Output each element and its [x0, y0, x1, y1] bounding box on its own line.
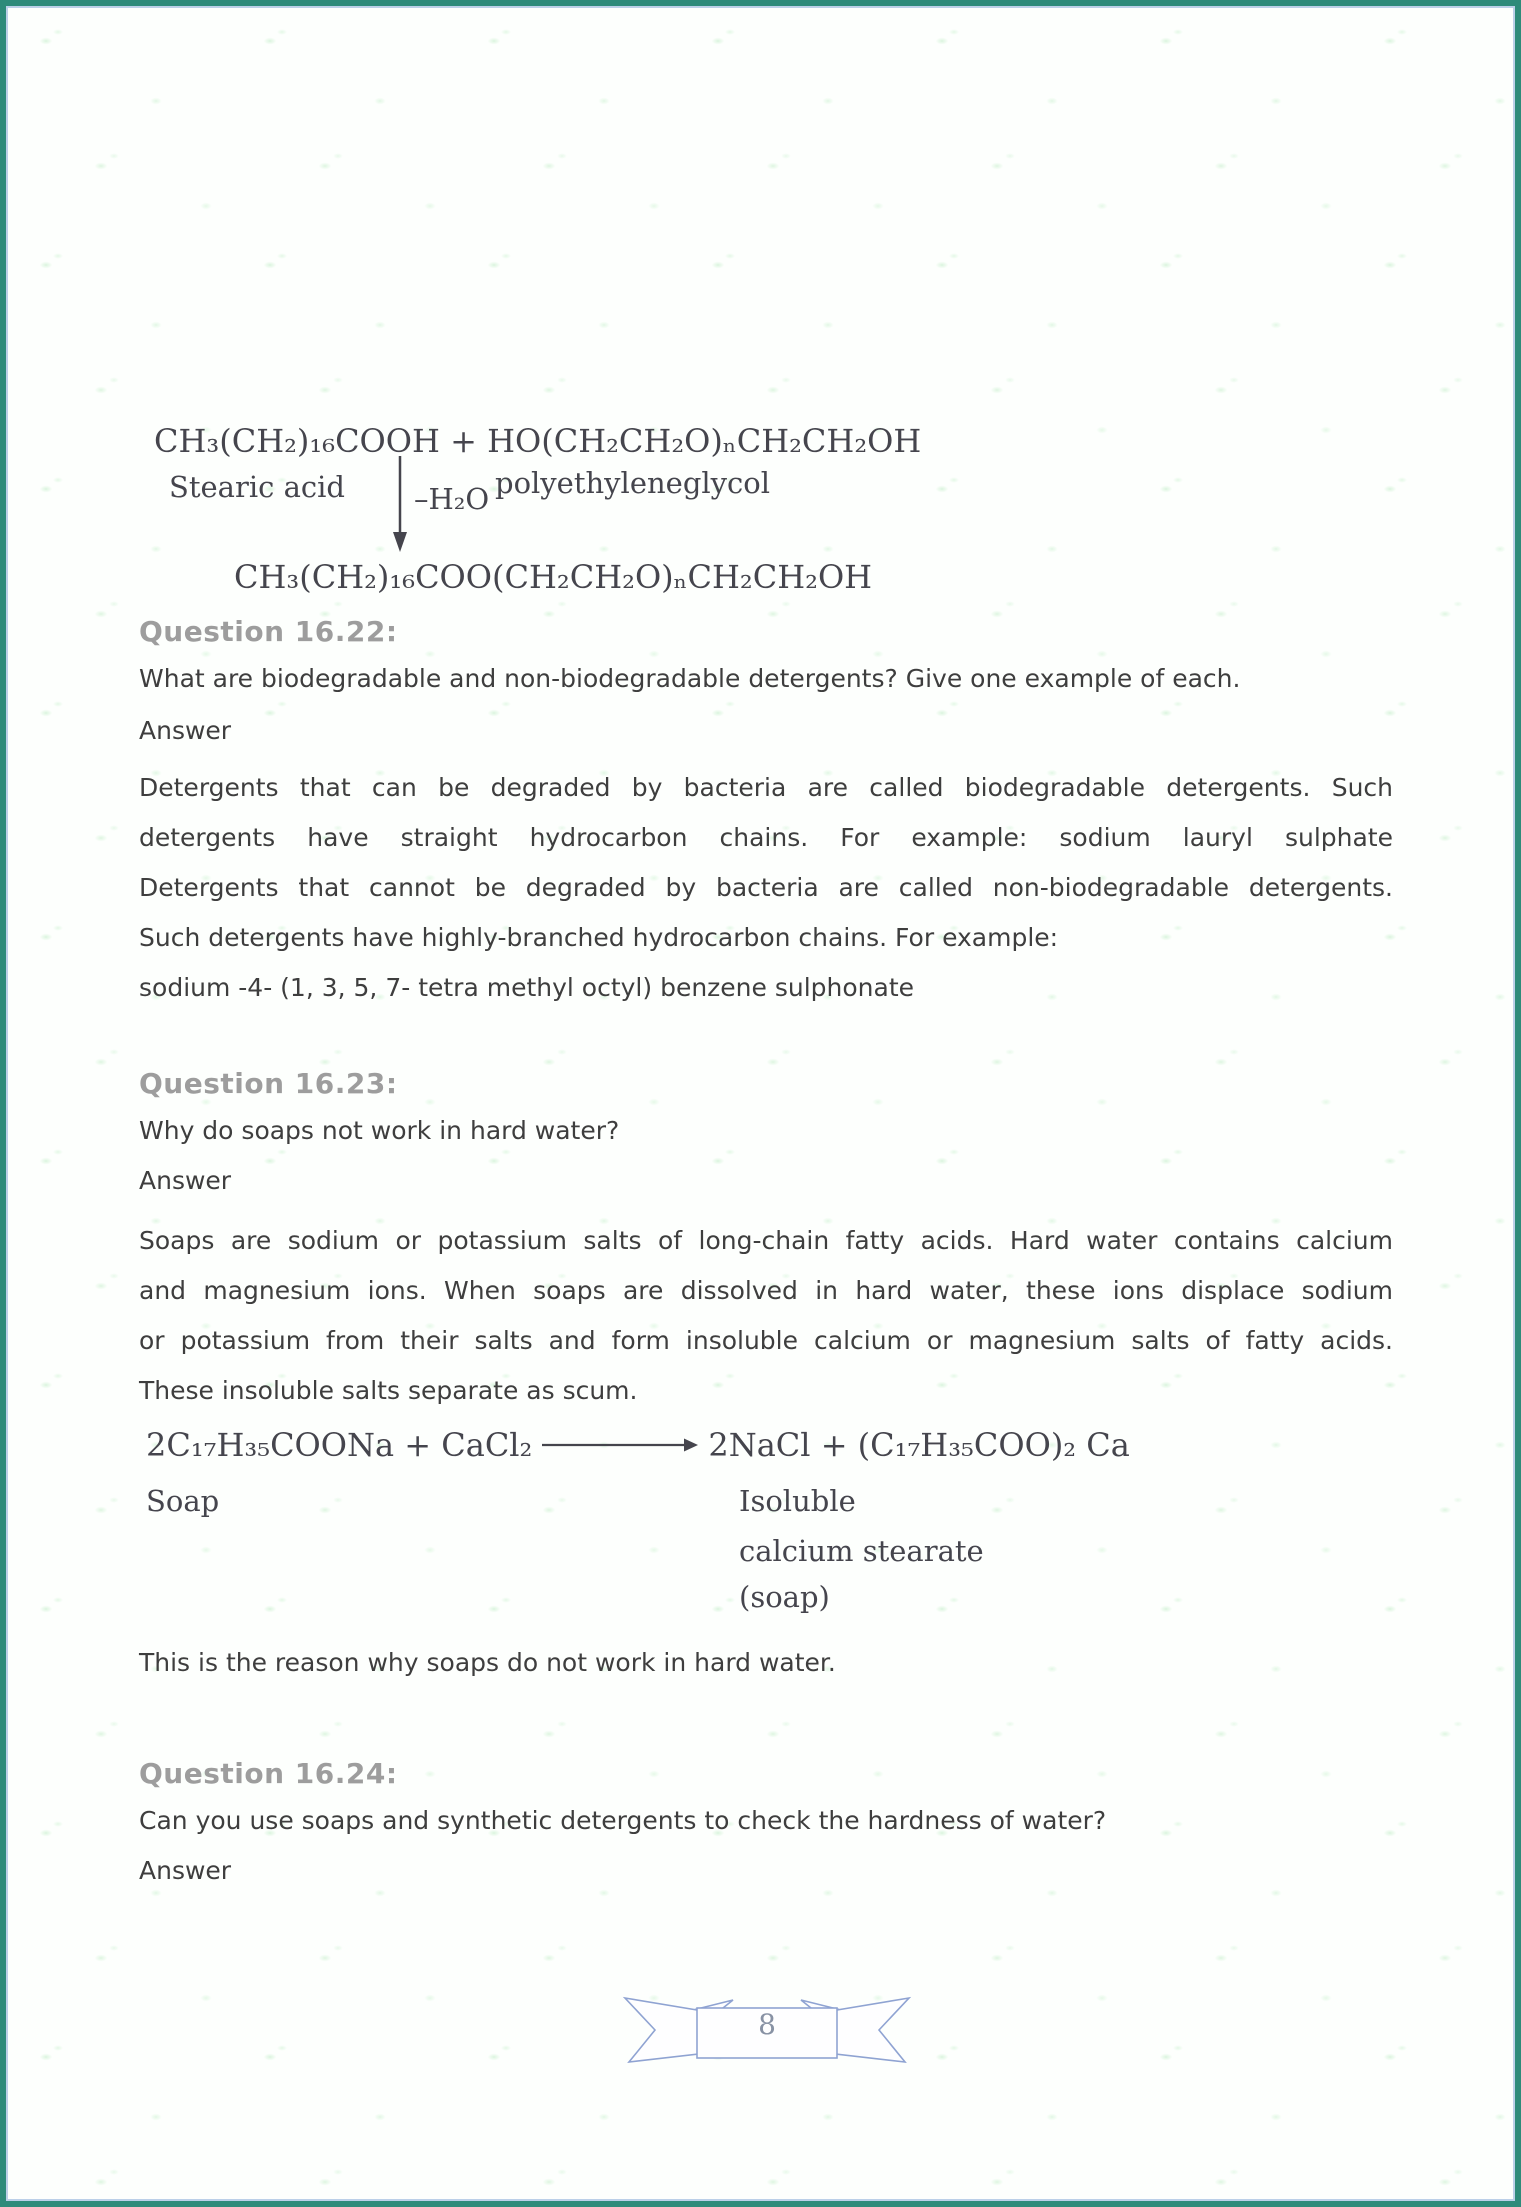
question-16-23-text: Why do soaps not work in hard water?	[139, 1116, 620, 1145]
down-arrow-icon	[390, 454, 410, 554]
question-16-22-answer-label: Answer	[139, 716, 232, 745]
question-16-22-text: What are biodegradable and non-biodegradable detergents? Give one example of each.	[139, 664, 1241, 693]
equation1-condition: –H₂O	[414, 482, 490, 516]
question-16-24-text: Can you use soaps and synthetic detergents to check the hardness of water?	[139, 1806, 1107, 1835]
equation1-label-stearic-acid: Stearic acid	[169, 470, 345, 504]
equation2-label-soap-parenthetical: (soap)	[739, 1580, 830, 1614]
question-16-23-answer-paragraph	[139, 1216, 1393, 1416]
question-16-23-heading: Question 16.23:	[139, 1067, 398, 1100]
equation2	[146, 1426, 1130, 1464]
answer-line: and magnesium ions. When soaps are dissolved in hard water, these ions displace sodium	[139, 1276, 1393, 1305]
equation2-lhs: 2C₁₇H₃₅COONa + CaCl₂	[146, 1426, 533, 1464]
question-16-24-heading: Question 16.24:	[139, 1757, 398, 1790]
question-16-23-answer-label: Answer	[139, 1166, 232, 1195]
page-number: 8	[758, 2008, 776, 2041]
answer-line: sodium -4- (1, 3, 5, 7- tetra methyl octyl) benzene sulphonate	[139, 973, 915, 1002]
question-16-22-answer-paragraph	[139, 763, 1393, 1013]
equation2-rhs: 2NaCl + (C₁₇H₃₅COO)₂ Ca	[708, 1426, 1130, 1464]
answer-line: or potassium from their salts and form insoluble calcium or magnesium salts of fatty acids.	[139, 1326, 1393, 1355]
question-16-24-answer-label: Answer	[139, 1856, 232, 1885]
equation1-product: CH₃(CH₂)₁₆COO(CH₂CH₂O)ₙCH₂CH₂OH	[234, 558, 873, 596]
question-16-22-heading: Question 16.22:	[139, 615, 398, 648]
equation1-label-polyethyleneglycol: polyethyleneglycol	[495, 466, 771, 500]
inner-border-line	[6, 6, 1515, 2201]
answer-line: Detergents that cannot be degraded by bacteria are called non-biodegradable detergents.	[139, 873, 1393, 902]
answer-line: Such detergents have highly-branched hydrocarbon chains. For example:	[139, 923, 1059, 952]
answer-line: detergents have straight hydrocarbon chains. For example: sodium lauryl sulphate	[139, 823, 1393, 852]
question-16-23-closing-line: This is the reason why soaps do not work in hard water.	[139, 1648, 836, 1677]
answer-line: These insoluble salts separate as scum.	[139, 1376, 638, 1405]
equation2-label-soap: Soap	[146, 1484, 220, 1518]
equation1-reactants: CH₃(CH₂)₁₆COOH + HO(CH₂CH₂O)ₙCH₂CH₂OH	[154, 422, 922, 460]
equation2-label-isoluble: Isoluble	[739, 1484, 856, 1518]
right-arrow-icon	[540, 1437, 700, 1453]
answer-line: Soaps are sodium or potassium salts of long-chain fatty acids. Hard water contains calcium	[139, 1226, 1393, 1255]
equation2-label-calcium-stearate: calcium stearate	[739, 1534, 984, 1568]
answer-line: Detergents that can be degraded by bacteria are called biodegradable detergents. Such	[139, 773, 1393, 802]
